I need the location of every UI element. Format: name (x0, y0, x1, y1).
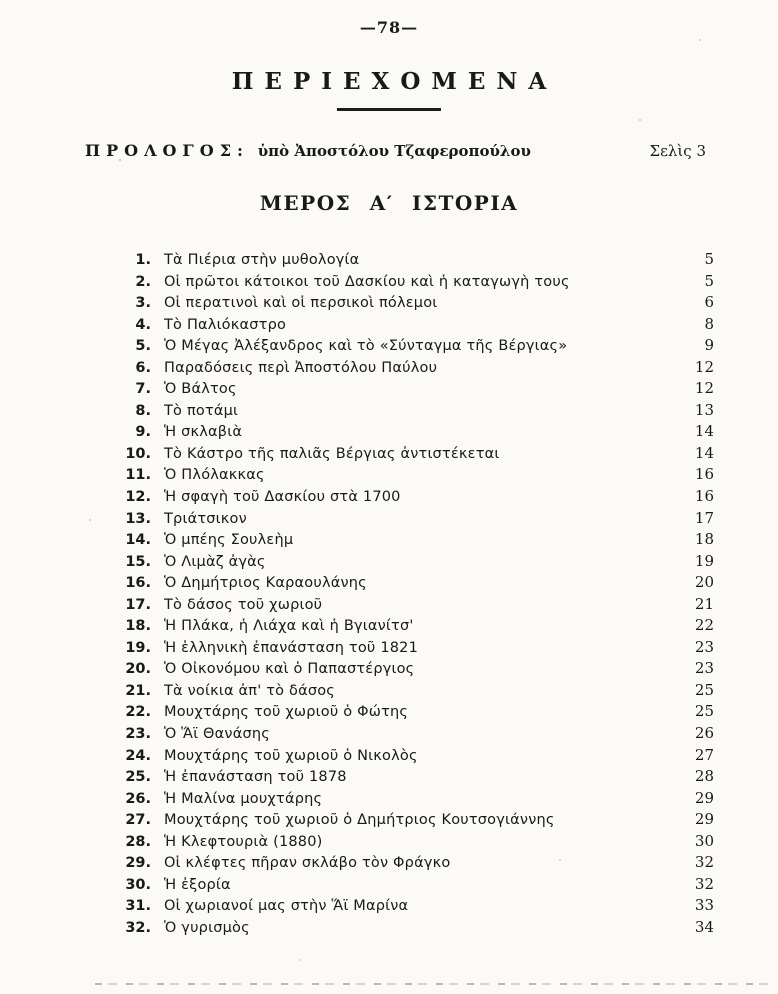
toc-entry (118, 723, 714, 745)
toc-entry-title: Οἱ πρῶτοι κάτοικοι τοῦ Δασκίου καὶ ἡ καταγωγὴ τους (164, 273, 570, 290)
toc-entry (118, 831, 714, 853)
toc-entry-page: 12 (694, 379, 714, 398)
toc-entry (118, 529, 714, 551)
toc-entry-title: Παραδόσεις περὶ Ἀποστόλου Παύλου (164, 359, 438, 376)
toc-entry (118, 658, 714, 680)
toc-entry-page: 32 (694, 853, 714, 872)
toc-entry-title: Ἡ σκλαβιὰ (164, 424, 243, 441)
toc-entry-title: Τὸ Κάστρο τῆς παλιᾶς Βέργιας ἀντιστέκεται (164, 445, 500, 462)
toc-entry-number: 20. (125, 661, 151, 678)
toc-entry-page: 22 (694, 616, 714, 635)
toc-entry-title: Ἡ ἑλληνικὴ ἐπανάσταση τοῦ 1821 (164, 639, 419, 656)
toc-entry-number: 25. (125, 769, 151, 786)
toc-entry (118, 766, 714, 788)
toc-entry-number: 2. (135, 273, 151, 290)
toc-entry-page: 29 (694, 788, 714, 807)
scan-artifact-line (95, 983, 772, 985)
toc-entry (118, 551, 714, 573)
toc-entry-page: 25 (694, 680, 714, 699)
toc-entry-page: 20 (694, 573, 714, 592)
toc-entry-number: 17. (125, 596, 151, 613)
toc-entry-number: 15. (125, 553, 151, 570)
toc-entry-title: Οἱ κλέφτες πῆραν σκλάβο τὸν Φράγκο (164, 855, 451, 872)
toc-entry-title: Τὰ Πιέρια στὴν μυθολογία (164, 252, 360, 268)
toc-entry-number: 29. (125, 855, 151, 872)
prologue-line (85, 141, 706, 160)
toc-entry-number: 4. (135, 316, 151, 333)
toc-entry-number: 12. (125, 489, 151, 506)
toc-entry-page: 8 (704, 314, 714, 333)
toc-entry-title: Μουχτάρης τοῦ χωριοῦ ὁ Νικολὸς (164, 747, 418, 764)
toc-entry (118, 378, 714, 400)
toc-entry-page: 17 (694, 508, 714, 527)
toc-entry-title: Ὁ Ἅϊ Θανάσης (164, 726, 270, 743)
toc-entry (118, 895, 714, 917)
toc-entry-title: Τὸ ποτάμι (164, 402, 239, 419)
toc-entry (118, 917, 714, 939)
toc-entry-page: 32 (694, 874, 714, 893)
toc-entry-title: Οἱ περατινοὶ καὶ οἱ περσικοὶ πόλεμοι (164, 295, 438, 312)
toc-entry-number: 23. (125, 726, 151, 743)
toc-entry-title: Ὁ Δημήτριος Καραουλάνης (164, 575, 367, 592)
toc-entry-page: 16 (694, 487, 714, 506)
toc-entry-title: Ὁ γυρισμὸς (164, 919, 250, 936)
toc-entry-number: 30. (125, 876, 151, 893)
toc-entry (118, 443, 714, 465)
page-number: —78— (359, 18, 419, 37)
toc-entry-page: 5 (704, 250, 714, 268)
toc-entry (118, 335, 714, 357)
toc-entry-page: 9 (704, 336, 714, 355)
contents-title: ΠΕΡΙΕΧΟΜΕΝΑ (231, 68, 558, 95)
toc-entry-number: 19. (125, 639, 151, 656)
toc-entry (118, 788, 714, 810)
toc-entry-number: 16. (125, 575, 151, 592)
toc-entry-title: Ἡ ἐπανάσταση τοῦ 1878 (164, 769, 347, 786)
toc-entry-page: 21 (694, 594, 714, 613)
toc-entry-title: Ὁ μπέης Σουλεὴμ (164, 532, 294, 549)
toc-entry-page: 14 (694, 443, 714, 462)
toc-entry-number: 6. (135, 359, 151, 376)
toc-entry (118, 615, 714, 637)
toc-entry-page: 12 (694, 357, 714, 376)
toc-entry (118, 357, 714, 379)
toc-entry-title: Ἡ σφαγὴ τοῦ Δασκίου στὰ 1700 (164, 489, 401, 506)
toc-entry (118, 701, 714, 723)
prologue-page-ref: Σελὶς 3 (649, 142, 706, 160)
toc-entry (118, 745, 714, 767)
toc-entry-title: Ὁ Πλόλακκας (164, 467, 265, 484)
toc-entry-title: Τὸ δάσος τοῦ χωριοῦ (164, 596, 323, 613)
toc-entry-page: 23 (694, 659, 714, 678)
toc-entry-page: 28 (694, 767, 714, 786)
toc-entry-title: Τὰ νοίκια ἀπ' τὸ δάσος (164, 682, 336, 699)
toc-entry (118, 486, 714, 508)
toc-entry (118, 314, 714, 336)
toc-entry-title: Ἡ ἐξορία (164, 876, 231, 893)
toc-entry (118, 874, 714, 896)
toc-entry-number: 10. (125, 445, 151, 462)
toc-entry-title: Τὸ Παλιόκαστρο (164, 316, 287, 333)
toc-entry-number: 5. (135, 338, 151, 355)
toc-entry-title: Ὁ Λιμὰζ ἀγὰς (164, 553, 266, 570)
toc-entry-title: Ἡ Πλάκα, ἡ Λιάχα καὶ ἡ Βγιανίτσ' (164, 618, 414, 635)
toc-entry-page: 33 (694, 896, 714, 915)
toc-entry-title: Ὁ Βάλτος (164, 381, 237, 398)
title-underline (337, 108, 441, 111)
toc-entry-page: 27 (694, 745, 714, 764)
toc-entry-page: 26 (694, 724, 714, 743)
prologue-author: ὑπὸ Ἀποστόλου Τζαφεροπούλου (257, 142, 531, 160)
toc-entry-page: 23 (694, 637, 714, 656)
toc-entry (118, 852, 714, 874)
toc-entry-page: 5 (704, 271, 714, 290)
toc-entry-number: 24. (125, 747, 151, 764)
toc-entry-number: 14. (125, 532, 151, 549)
toc-entry-title: Τριάτσικον (164, 510, 247, 527)
toc-entry-page: 16 (694, 465, 714, 484)
toc-entry-number: 27. (125, 812, 151, 829)
toc-entry-page: 13 (694, 400, 714, 419)
toc-entry (118, 421, 714, 443)
toc-entry-number: 32. (125, 919, 151, 936)
toc-entry (118, 464, 714, 486)
toc-entry (118, 508, 714, 530)
toc-entry-number: 7. (135, 381, 151, 398)
toc-entry-title: Οἱ χωριανοί μας στὴν Ἅϊ Μαρίνα (164, 898, 409, 915)
toc-entry (118, 809, 714, 831)
toc-entry-page: 14 (694, 422, 714, 441)
toc-entry (118, 572, 714, 594)
toc-entry-page: 19 (694, 551, 714, 570)
toc-entry-title: Ὁ Μέγας Ἀλέξανδρος καὶ τὸ «Σύνταγμα τῆς Βέργιας» (164, 338, 568, 355)
toc-entry-page: 18 (694, 530, 714, 549)
toc-entry (118, 637, 714, 659)
toc-entry-page: 29 (694, 810, 714, 829)
toc-entry-number: 3. (135, 295, 151, 312)
prologue-text (85, 141, 531, 160)
toc-entry-number: 11. (125, 467, 151, 484)
toc-entry (118, 271, 714, 293)
toc-entry-page: 34 (694, 917, 714, 936)
toc-list (118, 249, 714, 939)
toc-entry (118, 249, 714, 271)
toc-entry-number: 26. (125, 790, 151, 807)
toc-entry-number: 1. (135, 252, 151, 268)
toc-entry-page: 30 (694, 831, 714, 850)
toc-entry-title: Ἡ Κλεφτουριὰ (1880) (164, 833, 323, 850)
toc-entry-number: 8. (135, 402, 151, 419)
toc-entry-number: 22. (125, 704, 151, 721)
toc-entry-number: 13. (125, 510, 151, 527)
part-heading: ΜΕΡΟΣ Α′ ΙΣΤΟΡΙΑ (259, 191, 519, 215)
toc-entry-number: 18. (125, 618, 151, 635)
toc-entry-title: Ὁ Οἰκονόμου καὶ ὁ Παπαστέργιος (164, 661, 415, 678)
toc-entry-page: 6 (704, 293, 714, 312)
toc-entry-title: Μουχτάρης τοῦ χωριοῦ ὁ Φώτης (164, 704, 409, 721)
toc-entry (118, 292, 714, 314)
toc-entry-title: Ἡ Μαλίνα μουχτάρης (164, 790, 323, 807)
toc-entry-number: 9. (135, 424, 151, 441)
toc-entry-number: 21. (125, 682, 151, 699)
prologue-label: ΠΡΟΛΟΓΟΣ: (85, 141, 249, 160)
toc-entry (118, 400, 714, 422)
toc-entry (118, 594, 714, 616)
toc-entry-number: 28. (125, 833, 151, 850)
toc-entry-title: Μουχτάρης τοῦ χωριοῦ ὁ Δημήτριος Κουτσογιάννης (164, 812, 555, 829)
toc-entry-number: 31. (125, 898, 151, 915)
toc-entry (118, 680, 714, 702)
toc-entry-page: 25 (694, 702, 714, 721)
